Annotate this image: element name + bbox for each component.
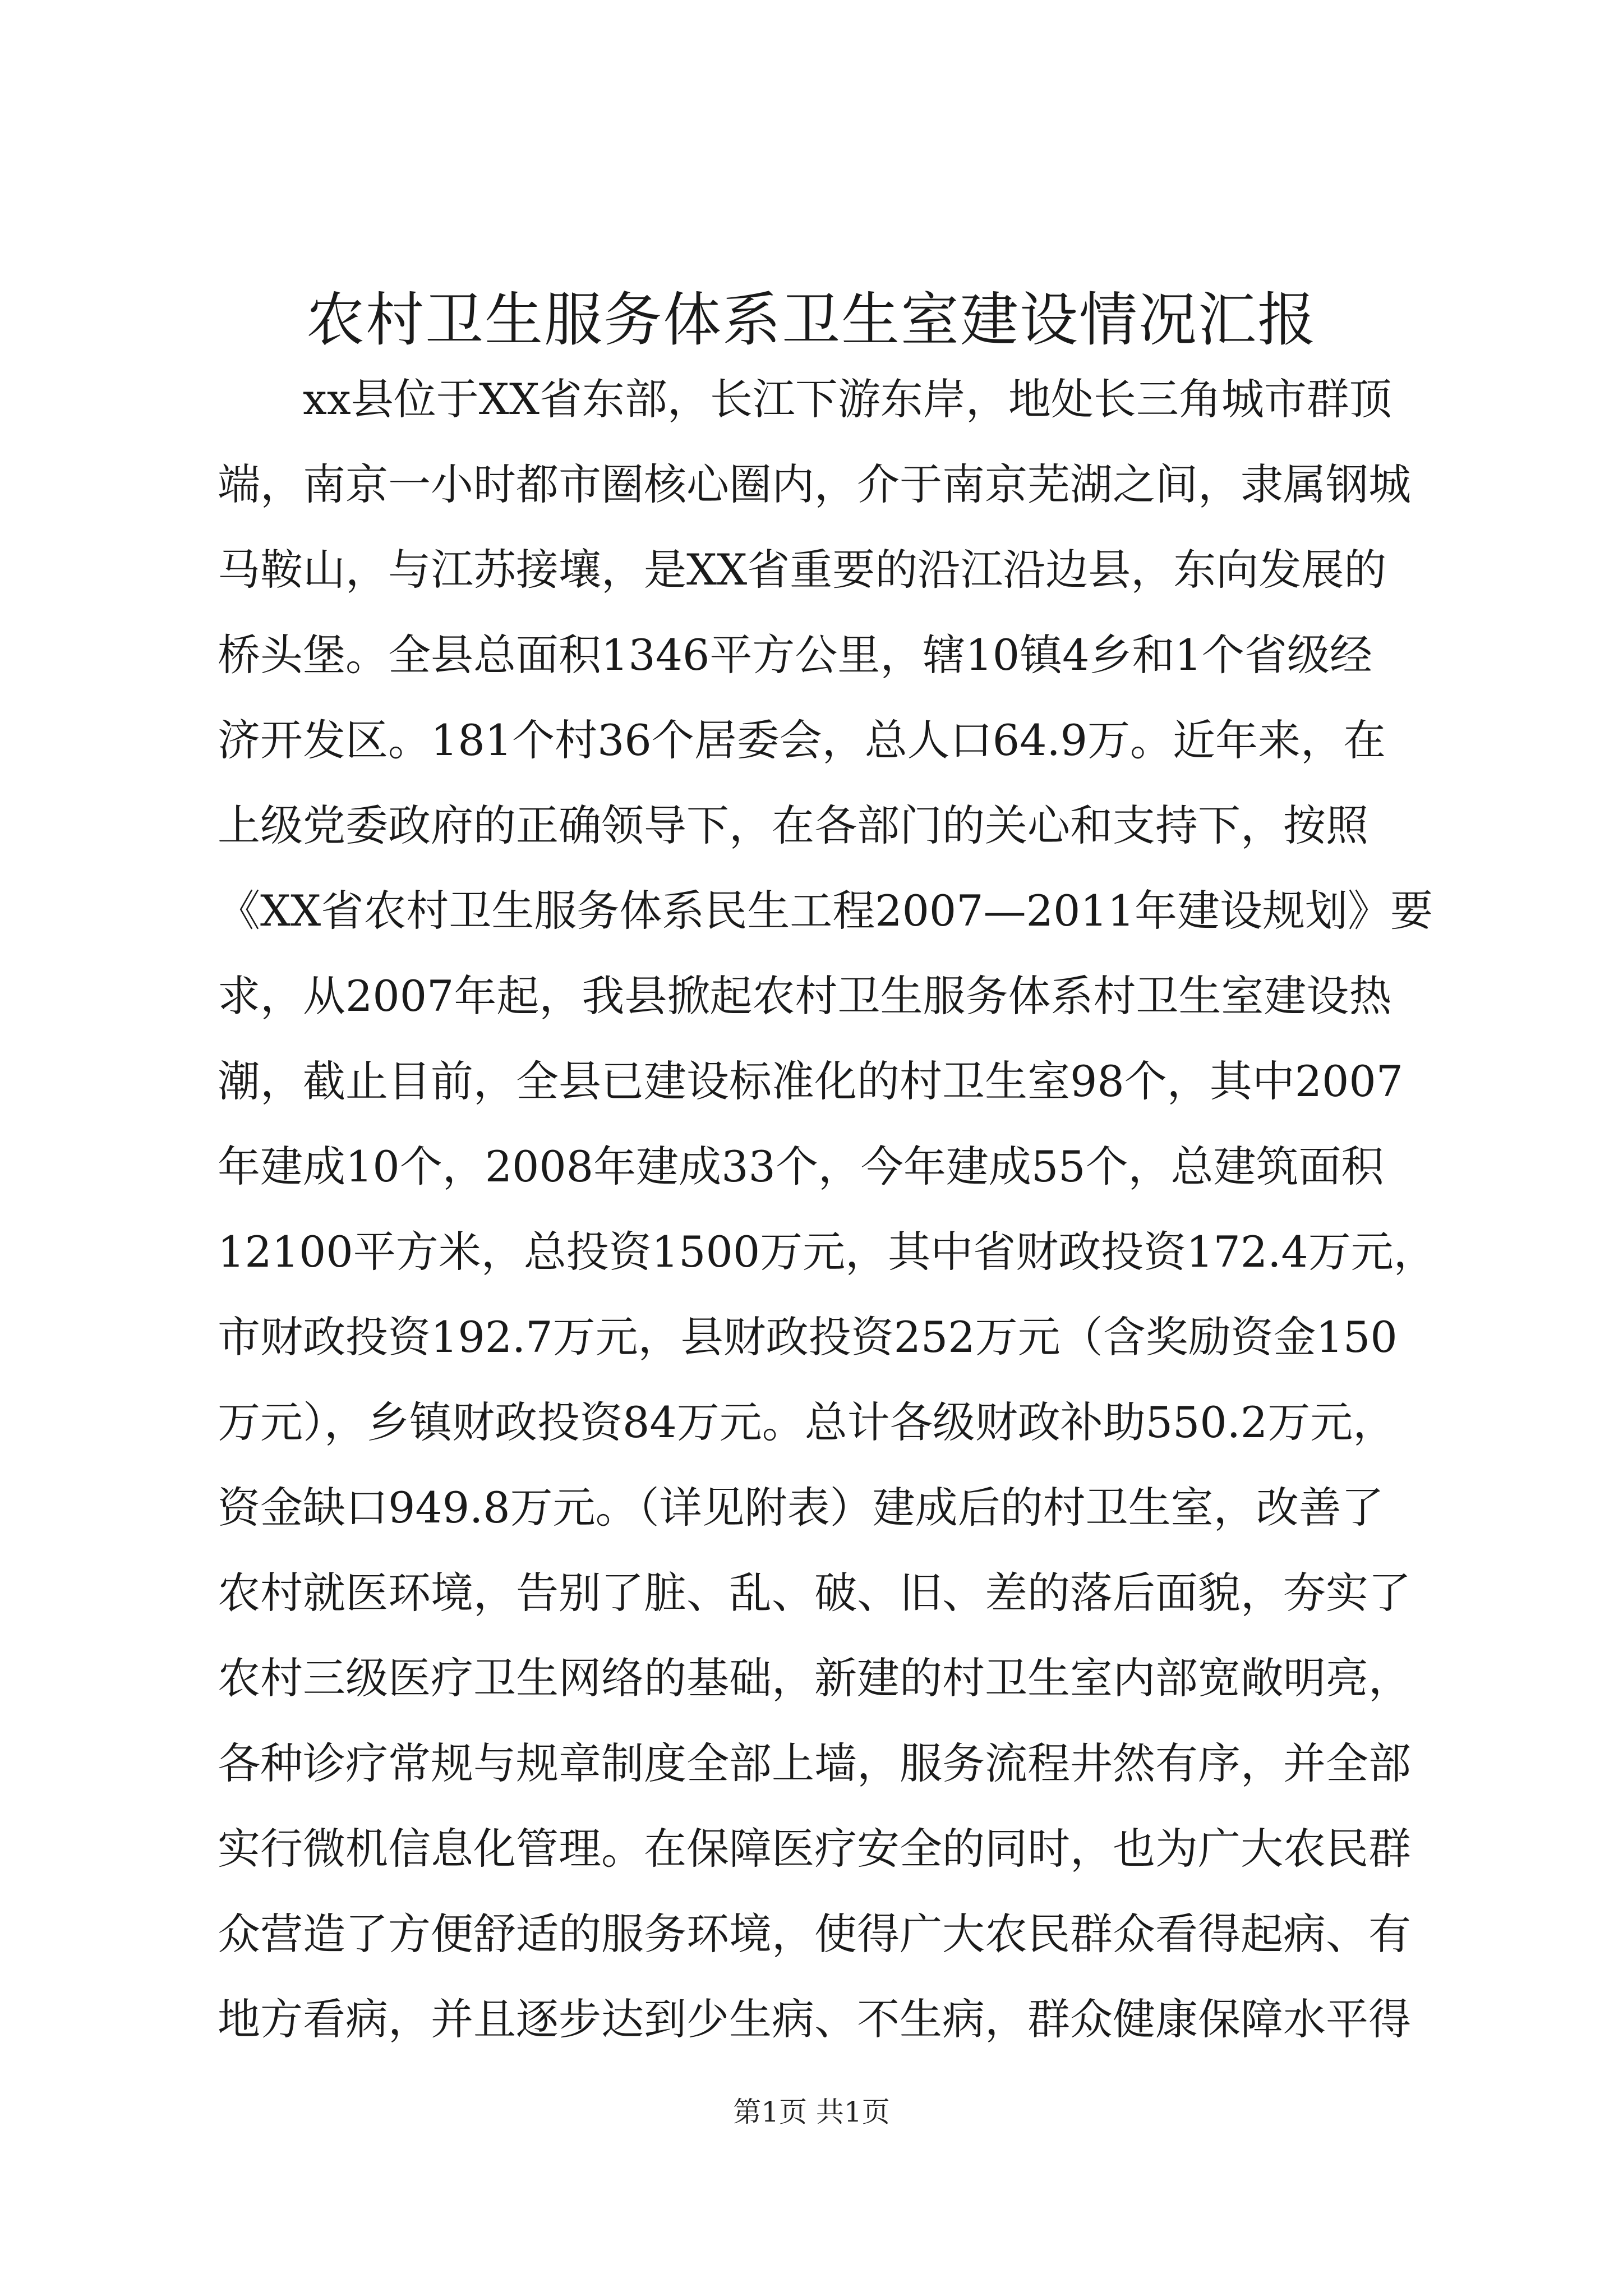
document-title: 农村卫生服务体系卫生室建设情况汇报	[306, 286, 1317, 354]
body-line: 实行微机信息化管理。在保障医疗安全的同时，也为广大农民群	[218, 1824, 1411, 1874]
body-line: 《XX省农村卫生服务体系民生工程2007—2011年建设规划》要	[218, 886, 1433, 936]
body-line: 资金缺口949.8万元。（详见附表）建成后的村卫生室，改善了	[218, 1483, 1384, 1533]
body-line: 端，南京一小时都市圈核心圈内，介于南京芜湖之间，隶属钢城	[218, 459, 1411, 509]
body-line: 农村就医环境，告别了脏、乱、破、旧、差的落后面貌，夯实了	[218, 1568, 1411, 1618]
body-line: 万元），乡镇财政投资84万元。总计各级财政补助550.2万元，	[218, 1397, 1396, 1447]
body-line: 上级党委政府的正确领导下，在各部门的关心和支持下，按照	[218, 800, 1368, 850]
body-line: 市财政投资192.7万元，县财政投资252万元（含奖励资金150	[218, 1312, 1398, 1362]
body-line: 济开发区。181个村36个居委会，总人口64.9万。近年来，在	[218, 715, 1386, 765]
body-line: 潮，截止目前，全县已建设标准化的村卫生室98个，其中2007	[218, 1056, 1404, 1106]
body-line: 12100平方米，总投资1500万元，其中省财政投资172.4万元，	[218, 1227, 1436, 1277]
page-footer	[0, 2092, 1623, 2132]
body-line: 众营造了方便舒适的服务环境，使得广大农民群众看得起病、有	[218, 1909, 1411, 1959]
body-line: 年建成10个，2008年建成33个，今年建成55个，总建筑面积	[218, 1142, 1384, 1191]
document-body	[218, 357, 1435, 2062]
body-line: 桥头堡。全县总面积1346平方公里，辖10镇4乡和1个省级经	[218, 630, 1372, 680]
page-number-label: 第1页 共1页	[733, 2096, 890, 2128]
body-line: 马鞍山，与江苏接壤，是XX省重要的沿江沿边县，东向发展的	[218, 545, 1387, 595]
body-line: 各种诊疗常规与规章制度全部上墙，服务流程井然有序，并全部	[218, 1738, 1411, 1788]
body-line: xx县位于XX省东部，长江下游东岸，地处长三角城市群顶	[303, 374, 1392, 424]
body-line: 求，从2007年起，我县掀起农村卫生服务体系村卫生室建设热	[218, 971, 1392, 1021]
body-line: 地方看病，并且逐步达到少生病、不生病，群众健康保障水平得	[218, 1994, 1411, 2044]
body-line: 农村三级医疗卫生网络的基础，新建的村卫生室内部宽敞明亮，	[218, 1653, 1411, 1703]
